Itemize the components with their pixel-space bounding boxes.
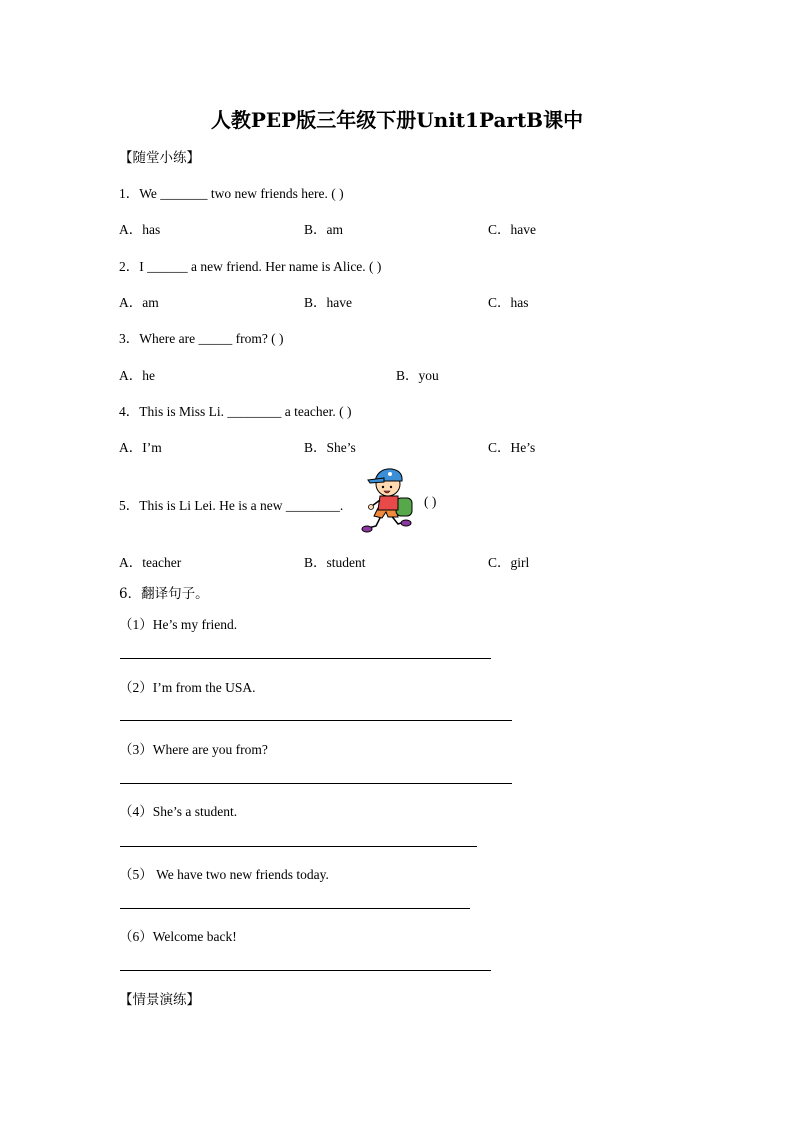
page-title: 人教PEP版三年级下册Unit1PartB课中 <box>210 108 584 132</box>
answer-line-3 <box>120 783 512 784</box>
q1-option-b: B．am <box>304 222 343 237</box>
q3-option-a: A．he <box>119 368 155 383</box>
answer-line-6 <box>120 970 491 971</box>
question-3: 3．Where are _____ from? ( ) <box>119 331 284 346</box>
translation-item-2: （2）I’m from the USA. <box>119 680 256 695</box>
question-4: 4．This is Miss Li. ________ a teacher. ( ) <box>119 404 352 419</box>
q5-option-a: A．teacher <box>119 555 182 570</box>
translation-item-5: （5） We have two new friends today. <box>119 867 329 882</box>
q4-option-b: B．She’s <box>304 440 356 455</box>
q2-option-c: C．has <box>488 295 529 310</box>
q4-option-c: C．He’s <box>488 440 536 455</box>
boy-with-backpack-icon <box>358 462 420 536</box>
translation-item-1: （1）He’s my friend. <box>119 617 238 632</box>
q3-option-b: B．you <box>396 368 439 383</box>
q1-option-c: C．have <box>488 222 536 237</box>
question-2: 2．I ______ a new friend. Her name is Alice. ( ) <box>119 259 382 274</box>
answer-line-2 <box>120 720 512 721</box>
q5-answer-parentheses: ( ) <box>424 494 437 509</box>
translation-item-6: （6）Welcome back! <box>119 929 237 944</box>
section-heading-practice: 【随堂小练】 <box>119 150 200 166</box>
section-heading-scenario: 【情景演练】 <box>119 992 200 1008</box>
q5-option-b: B．student <box>304 555 366 570</box>
answer-line-4 <box>120 846 477 847</box>
question-5: 5．This is Li Lei. He is a new ________. <box>119 498 344 513</box>
answer-line-5 <box>120 908 470 909</box>
translation-item-3: （3）Where are you from? <box>119 742 268 757</box>
answer-line-1 <box>120 658 491 659</box>
q5-option-c: C．girl <box>488 555 530 570</box>
q1-option-a: A．has <box>119 222 161 237</box>
q4-option-a: A．I’m <box>119 440 162 455</box>
question-1: 1．We _______ two new friends here. ( ) <box>119 186 344 201</box>
q2-option-a: A．am <box>119 295 159 310</box>
question-6-heading: 6．翻译句子。 <box>119 586 209 602</box>
q2-option-b: B．have <box>304 295 352 310</box>
translation-item-4: （4）She’s a student. <box>119 804 238 819</box>
